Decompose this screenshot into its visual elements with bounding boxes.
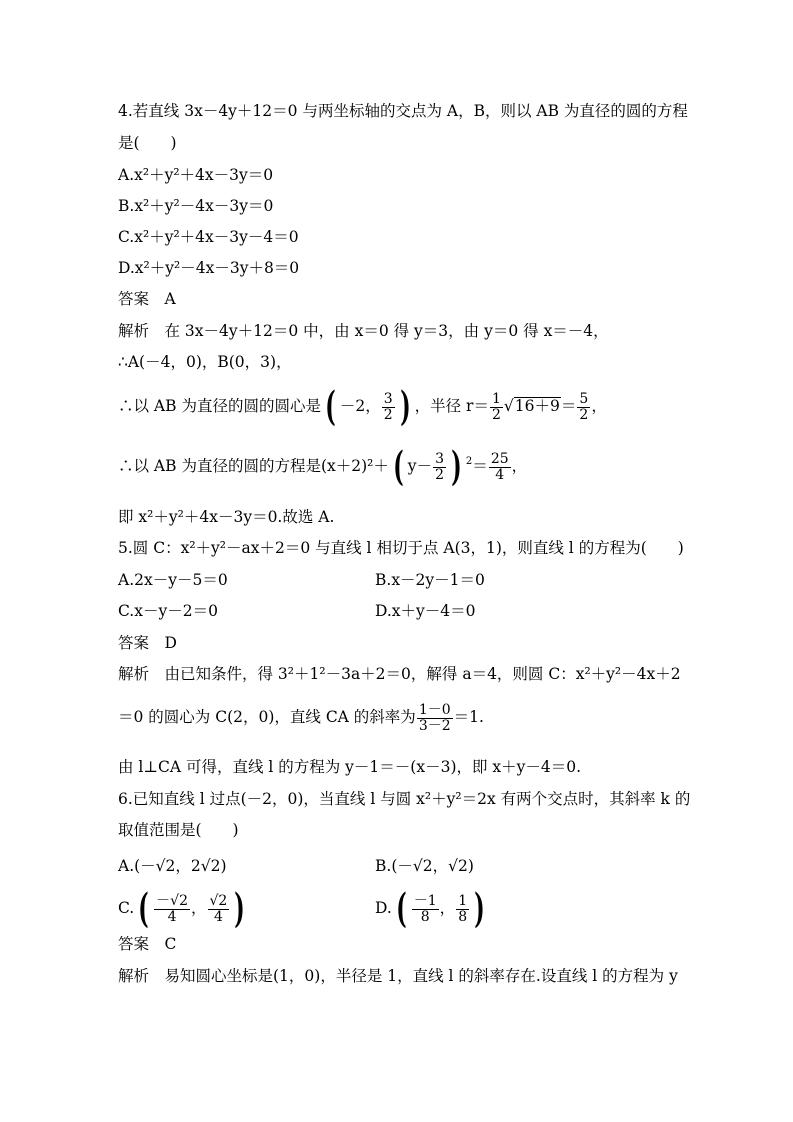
denominator: 8 [420, 908, 430, 925]
q5-solution-line-2 [118, 699, 484, 735]
right-bracket: ) [451, 443, 462, 490]
q4-sol4-y: y－ [407, 457, 433, 475]
q4-option-c: C.x²＋y²＋4x－3y－4＝0 [118, 228, 299, 246]
q4-sol4-prefix: ∴以 AB 为直径的圆的方程是(x＋2)²＋ [118, 457, 389, 475]
left-bracket: ( [393, 443, 404, 490]
denominator: 8 [458, 908, 468, 925]
equals: ＝ [560, 397, 577, 415]
q5-option-b: B.x－2y－1＝0 [375, 571, 485, 589]
right-bracket: ) [474, 885, 485, 932]
q4-stem-line-1: 4.若直线 3x－4y＋12＝0 与两坐标轴的交点为 A，B，则以 AB 为直径的圆的方程 [118, 102, 688, 120]
q4-answer: 答案 A [118, 290, 176, 308]
q6-stem-line-1: 6.已知直线 l 过点(－2，0)，当直线 l 与圆 x²＋y²＝2x 有两个交点时，其斜率 k 的 [118, 790, 691, 808]
q4-option-b: B.x²＋y²－4x－3y＝0 [118, 197, 274, 215]
q6-stem-line-2: 取值范围是( ) [118, 821, 239, 839]
numerator: 1 [458, 892, 468, 909]
fraction [417, 703, 453, 734]
q6-option-d [375, 885, 489, 932]
q6-option-c [118, 885, 249, 932]
right-bracket: ) [234, 885, 246, 932]
denominator: 4 [213, 908, 223, 925]
q4-sol3-mid: ，半径 r＝ [414, 397, 489, 415]
fraction [490, 392, 503, 423]
q4-solution-line-5: 即 x²＋y²＋4x－3y＝0.故选 A. [118, 508, 335, 526]
exponent: 2 [465, 455, 473, 467]
q4-option-a: A.x²＋y²＋4x－3y＝0 [118, 166, 274, 184]
numerator: √2 [209, 892, 228, 909]
option-label: D. [375, 899, 392, 917]
fraction [433, 452, 446, 483]
numerator: 5 [579, 390, 589, 407]
fraction [154, 894, 190, 925]
q6-option-b: B.(－√2，√2) [375, 857, 474, 875]
q5-option-a: A.2x－y－5＝0 [118, 571, 228, 589]
q4-option-d: D.x²＋y²－4x－3y＋8＝0 [118, 259, 300, 277]
denominator: 2 [491, 406, 501, 423]
denominator: 2 [383, 406, 393, 423]
denominator: 4 [495, 466, 505, 483]
q5-answer: 答案 D [118, 634, 177, 652]
comma: ， [191, 899, 207, 917]
fraction [489, 452, 511, 483]
option-label: C. [118, 899, 135, 917]
q4-center-a: －2， [339, 397, 381, 415]
q6-option-a: A.(－√2，2√2) [118, 857, 227, 875]
numerator: 25 [490, 450, 509, 467]
q5-sol2-prefix: ＝0 的圆心为 C(2，0)，直线 CA 的斜率为 [118, 708, 416, 726]
sqrt-icon: √ [503, 397, 514, 415]
right-bracket: ) [399, 383, 411, 430]
q6-answer: 答案 C [118, 935, 177, 953]
q5-solution-line-1: 解析 由已知条件，得 3²＋1²－3a＋2＝0，解得 a＝4，则圆 C：x²＋y²－4x＋2 [118, 665, 681, 683]
q4-sol4-post: ， [511, 457, 528, 475]
numerator: 1 [491, 390, 501, 407]
q4-solution-line-1: 解析 在 3x－4y＋12＝0 中，由 x＝0 得 y＝3，由 y＝0 得 x＝－4， [118, 322, 609, 340]
fraction [382, 392, 395, 423]
denominator: 2 [579, 406, 589, 423]
numerator: 3 [435, 450, 444, 467]
q5-option-c: C.x－y－2＝0 [118, 602, 218, 620]
denominator: 2 [435, 466, 444, 483]
equals: ＝ [472, 457, 488, 475]
q5-solution-line-3: 由 l⊥CA 可得，直线 l 的方程为 y－1＝－(x－3)，即 x＋y－4＝0. [118, 758, 582, 776]
fraction [412, 894, 439, 925]
left-bracket: ( [325, 383, 336, 430]
q5-option-d: D.x＋y－4＝0 [375, 602, 476, 620]
fraction [577, 392, 590, 423]
q4-stem-line-2: 是( ) [118, 134, 177, 152]
numerator: 3 [383, 390, 393, 407]
q5-sol2-post: ＝1. [453, 708, 484, 726]
q5-stem: 5.圆 C：x²＋y²－ax＋2＝0 与直线 l 相切于点 A(3，1)，则直线 l 的方程为( ) [118, 539, 684, 557]
numerator: －1 [413, 892, 437, 909]
numerator: 1－0 [418, 701, 451, 718]
fraction [456, 894, 469, 925]
q4-solution-line-4 [118, 443, 528, 490]
q4-solution-line-2: ∴A(－4，0)，B(0，3)， [118, 353, 292, 371]
left-bracket: ( [396, 885, 407, 932]
denominator: 3－2 [418, 717, 451, 734]
left-bracket: ( [138, 885, 149, 932]
fraction [208, 894, 230, 925]
denominator: 4 [167, 908, 177, 925]
q4-sol3-post: ， [591, 397, 607, 415]
q6-solution-line-1: 解析 易知圆心坐标是(1，0)，半径是 1，直线 l 的斜率存在.设直线 l 的方程为 y [118, 967, 678, 985]
sqrt-radicand: 16＋9 [514, 397, 560, 415]
q4-sol3-prefix: ∴以 AB 为直径的圆的圆心是 [118, 397, 321, 415]
numerator: －√2 [156, 892, 188, 909]
q4-solution-line-3 [118, 383, 607, 430]
comma: ， [439, 899, 456, 917]
